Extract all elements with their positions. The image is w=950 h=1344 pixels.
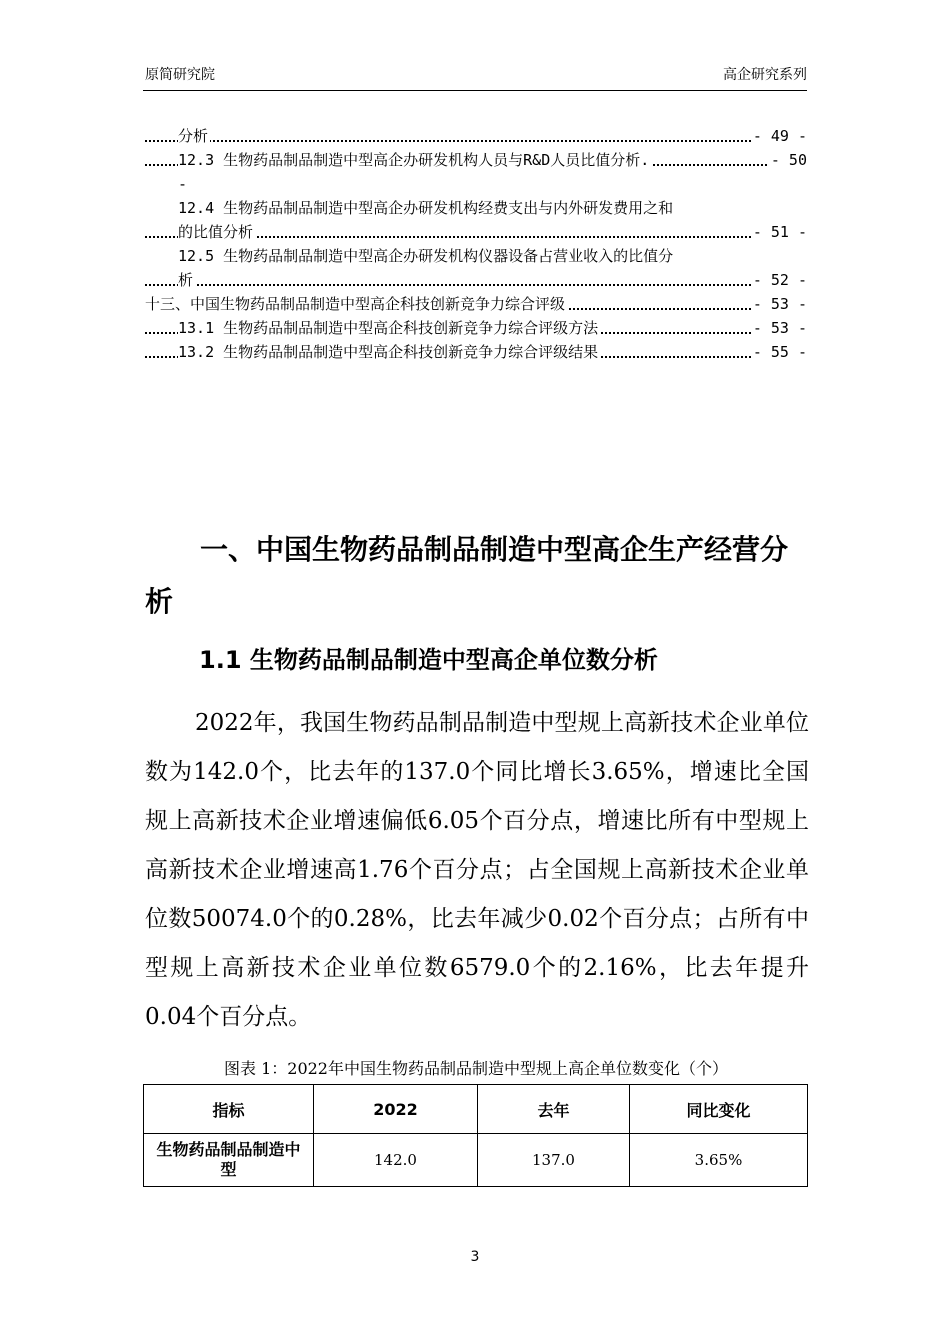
toc-entry-title: 分析: [178, 127, 209, 145]
toc-entry-title: 12.3 生物药品制品制造中型高企办研发机构人员与R&D人员比值分析.: [178, 151, 650, 169]
toc-entry-page: - 55 -: [751, 340, 807, 364]
table-header-cell: 去年: [478, 1085, 630, 1134]
toc-entry[interactable]: [145, 124, 807, 148]
toc-entry-title: 的比值分析: [178, 223, 254, 241]
toc-entry-title: 13.1 生物药品制品制造中型高企科技创新竞争力综合评级方法: [178, 319, 599, 337]
toc-entry[interactable]: [145, 268, 807, 292]
toc-leader-dots: [145, 140, 807, 142]
header-left: 原简研究院: [145, 67, 215, 83]
table-cell: 142.0: [314, 1134, 478, 1187]
toc-entry-title: 十三、中国生物药品制品制造中型高企科技创新竞争力综合评级: [145, 295, 566, 313]
toc-entry[interactable]: [145, 316, 807, 340]
toc-entry[interactable]: [145, 148, 807, 172]
subsection-heading: 1.1 生物药品制品制造中型高企单位数分析: [199, 646, 658, 674]
toc-entry[interactable]: [145, 244, 807, 268]
page-number: 3: [470, 1249, 480, 1265]
toc-entry-title: 12.4 生物药品制品制造中型高企办研发机构经费支出与内外研发费用之和: [178, 199, 674, 217]
table-row-label: 生物药品制品制造中型: [144, 1134, 314, 1187]
table-row: [144, 1134, 808, 1187]
table-caption: 图表 1：2022年中国生物药品制品制造中型规上高企单位数变化（个）: [224, 1059, 728, 1078]
table-cell: 3.65%: [630, 1134, 808, 1187]
toc-entry-title: 13.2 生物药品制品制造中型高企科技创新竞争力综合评级结果: [178, 343, 599, 361]
toc-entry[interactable]: [145, 340, 807, 364]
toc-entry-title: -: [178, 175, 188, 193]
table-of-contents: [145, 124, 807, 364]
data-table: [143, 1084, 808, 1187]
section-heading: 一、中国生物药品制品制造中型高企生产经营分析: [145, 533, 789, 618]
toc-entry[interactable]: [145, 292, 807, 316]
toc-entry[interactable]: [145, 196, 807, 220]
toc-entry[interactable]: [145, 220, 807, 244]
table-header-cell: 2022: [314, 1085, 478, 1134]
table-header-row: [144, 1085, 808, 1134]
toc-entry-page: - 50: [769, 148, 807, 172]
toc-entry-title: 12.5 生物药品制品制造中型高企办研发机构仪器设备占营业收入的比值分: [178, 247, 674, 265]
toc-entry[interactable]: [145, 172, 807, 196]
table-header-cell: 指标: [144, 1085, 314, 1134]
table-cell: 137.0: [478, 1134, 630, 1187]
body-paragraph: 2022年，我国生物药品制品制造中型规上高新技术企业单位数为142.0个，比去年的137.0个同比增长3.65%，增速比全国规上高新技术企业增速偏低6.05个百分点，增速比所有中型规上高新技术企业增速高1.76个百分点；占全国规上高新技术企业单位数50074.0个的0.28%，比去年减少0.02个百分点；占所有中型规上高新技术企业单位数6579.0个的2.16%，比去年提升0.04个百分点。: [145, 710, 809, 1030]
toc-entry-title: 析: [178, 271, 194, 289]
table-header-cell: 同比变化: [630, 1085, 808, 1134]
toc-leader-dots: [145, 284, 807, 286]
toc-entry-page: - 52 -: [751, 268, 807, 292]
header-right: 高企研究系列: [723, 67, 807, 83]
toc-entry-page: - 53 -: [751, 292, 807, 316]
toc-entry-page: - 53 -: [751, 316, 807, 340]
toc-entry-page: - 49 -: [751, 124, 807, 148]
header-divider: [143, 90, 807, 91]
toc-entry-page: - 51 -: [751, 220, 807, 244]
